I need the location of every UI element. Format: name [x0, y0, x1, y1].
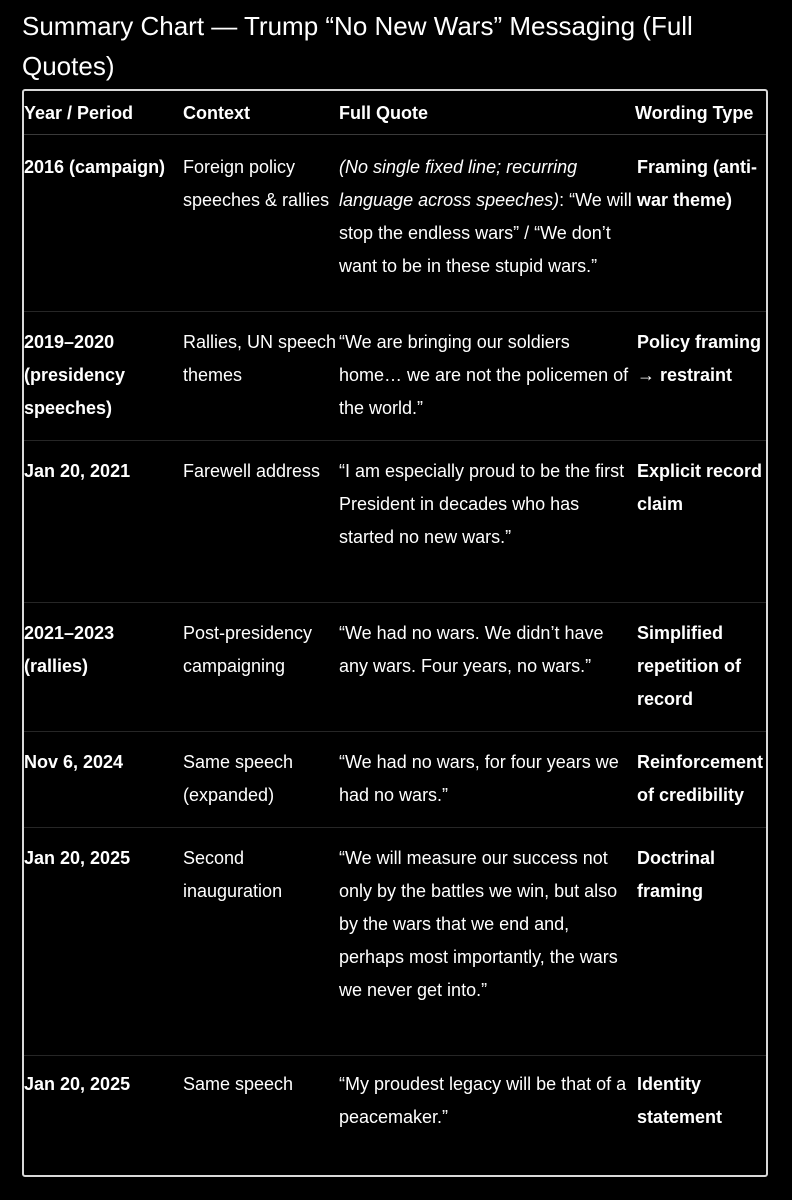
- cell-period: 2016 (campaign): [24, 135, 183, 312]
- cell-context: Second inauguration: [183, 828, 339, 1056]
- column-header-quote: Full Quote: [339, 91, 635, 135]
- column-header-period: Year / Period: [24, 91, 183, 135]
- cell-quote: “We had no wars, for four years we had no wars.”: [339, 732, 635, 828]
- cell-context: Same speech (expanded): [183, 732, 339, 828]
- cell-quote: [339, 135, 635, 312]
- cell-wording-type: Simplified repetition of record: [635, 603, 768, 732]
- table-row: [24, 1056, 768, 1166]
- cell-wording-type: Framing (anti-war theme): [635, 135, 768, 312]
- cell-period: 2021–2023 (rallies): [24, 603, 183, 732]
- cell-period: Jan 20, 2025: [24, 828, 183, 1056]
- page-title: Summary Chart — Trump “No New Wars” Messaging (Full Quotes): [22, 11, 693, 81]
- column-header-context: Context: [183, 91, 339, 135]
- cell-period: Jan 20, 2021: [24, 441, 183, 603]
- table-row: [24, 312, 768, 441]
- cell-wording-type: Reinforcement of credibility: [635, 732, 768, 828]
- cell-wording-type: Explicit record claim: [635, 441, 768, 603]
- table-header-row: [24, 91, 768, 135]
- cell-quote: “We are bringing our soldiers home… we are not the policemen of the world.”: [339, 312, 635, 441]
- table-row: [24, 135, 768, 312]
- cell-context: Farewell address: [183, 441, 339, 603]
- cell-context: Same speech: [183, 1074, 294, 1094]
- cell-wording-type: Policy framing → restraint: [635, 312, 768, 441]
- cell-period: 2019–2020 (presidency speeches): [24, 312, 183, 441]
- cell-context: Rallies, UN speech themes: [183, 312, 339, 441]
- quote-text: : “We will stop the endless wars” / “We don’t want to be in these stupid wars.”: [339, 190, 632, 276]
- cell-context: Post-presidency campaigning: [183, 603, 339, 732]
- cell-wording-type: Doctrinal framing: [635, 828, 768, 1056]
- cell-period: Nov 6, 2024: [24, 732, 183, 828]
- table-row: [24, 828, 768, 1056]
- cell-quote: “We had no wars. We didn’t have any wars. Four years, no wars.”: [339, 603, 635, 732]
- column-header-wording-type: Wording Type: [635, 91, 768, 135]
- cell-quote: “My proudest legacy will be that of a peacemaker.”: [339, 1074, 627, 1127]
- cell-quote: “We will measure our success not only by the battles we win, but also by the wars that we end and, perhaps most importantly, the wars we never get into.”: [339, 828, 635, 1056]
- table-row: [24, 732, 768, 828]
- summary-table: [22, 89, 768, 1177]
- cell-period: Jan 20, 2025: [24, 1074, 131, 1094]
- cell-quote: “I am especially proud to be the first President in decades who has started no new wars.”: [339, 441, 635, 603]
- cell-wording-type: Identity statement: [637, 1074, 723, 1127]
- quote-note: (No single fixed line; recurring language across speeches): [339, 157, 578, 210]
- quotes-table: [24, 91, 768, 1165]
- cell-context: Foreign policy speeches & rallies: [183, 135, 339, 312]
- table-row: [24, 441, 768, 603]
- table-row: [24, 603, 768, 732]
